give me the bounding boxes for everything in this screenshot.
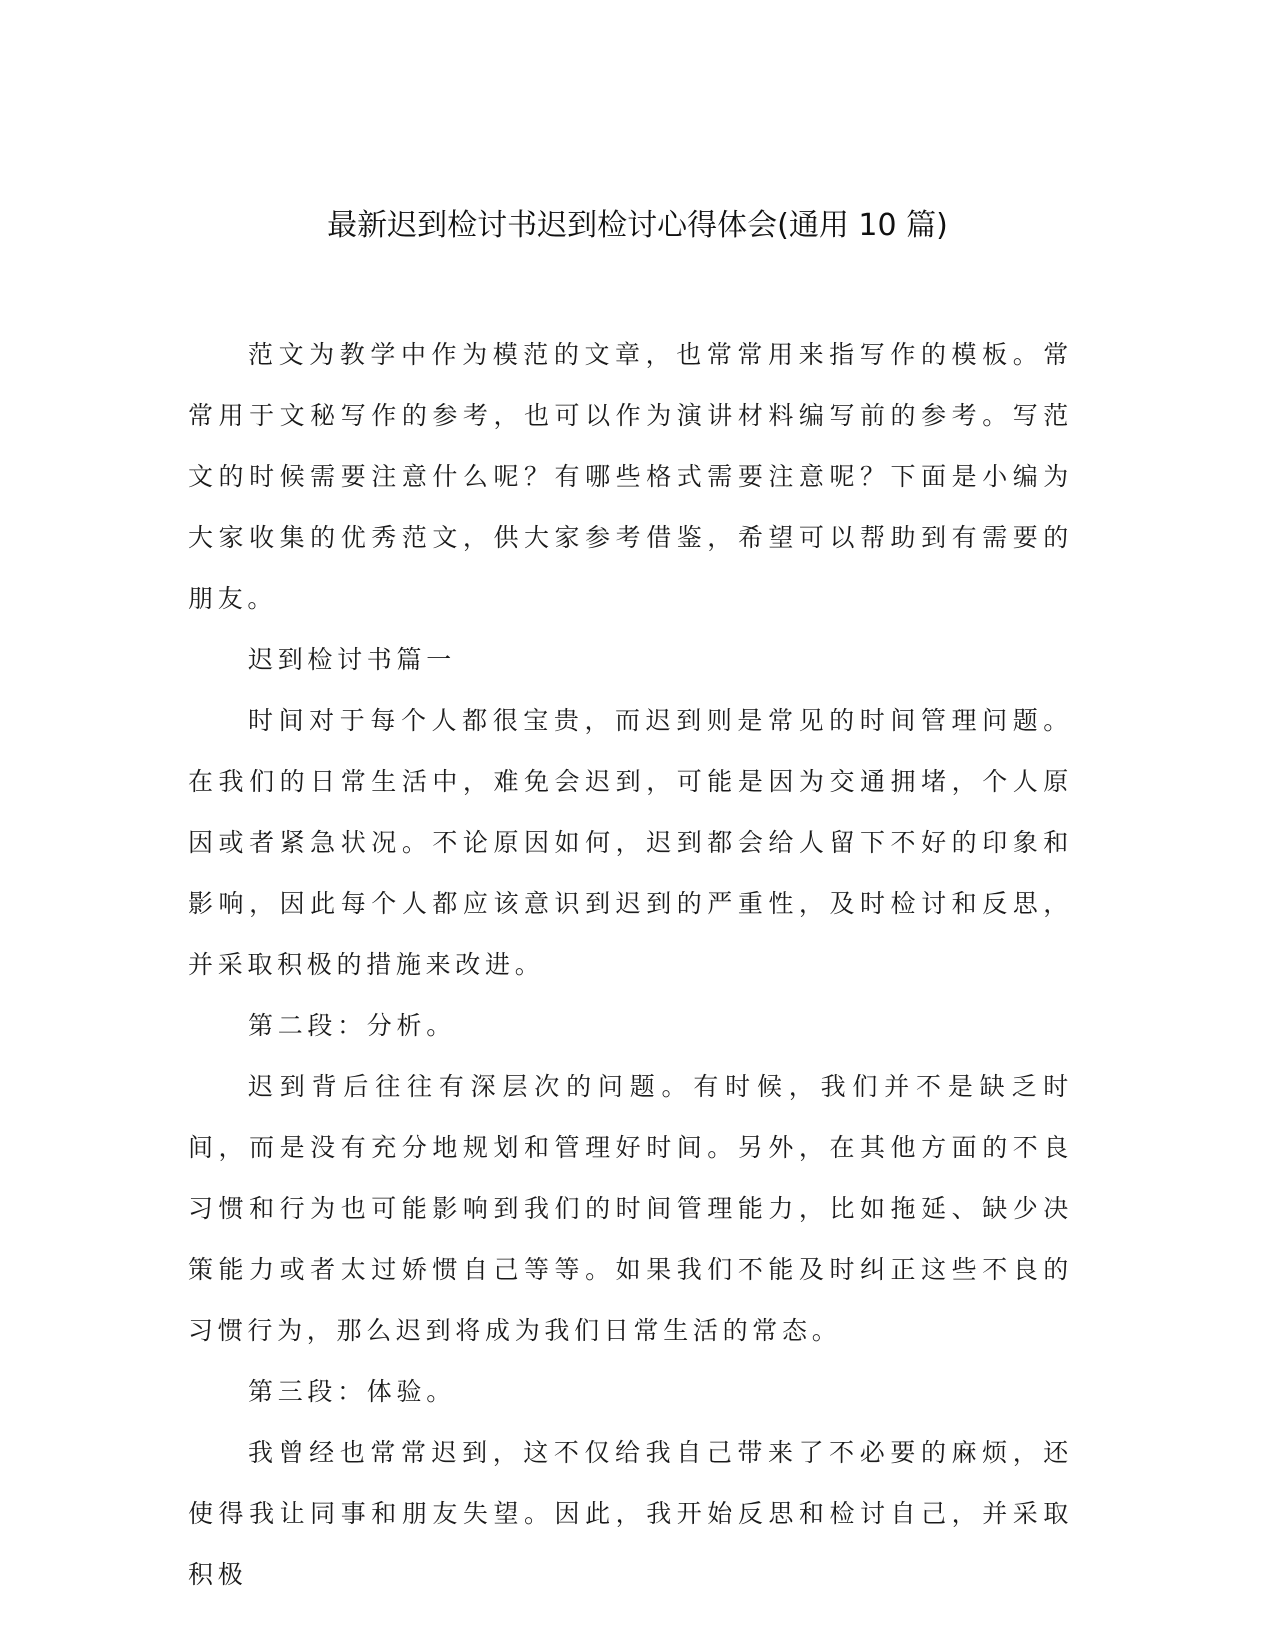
body-paragraph: 我曾经也常常迟到，这不仅给我自己带来了不必要的麻烦，还使得我让同事和朋友失望。因此，我开始反思和检讨自己，并采取积极 [188, 1438, 1073, 1589]
body-paragraph: 时间对于每个人都很宝贵，而迟到则是常见的时间管理问题。在我们的日常生活中，难免会迟到，可能是因为交通拥堵，个人原因或者紧急状况。不论原因如何，迟到都会给人留下不好的印象和影响，因此每个人都应该意识到迟到的严重性，及时检讨和反思，并采取积极的措施来改进。 [188, 706, 1073, 979]
section-heading-experience: 第三段：体验。 [248, 1377, 456, 1406]
body-paragraph: 迟到背后往往有深层次的问题。有时候，我们并不是缺乏时间，而是没有充分地规划和管理好时间。另外，在其他方面的不良习惯和行为也可能影响到我们的时间管理能力，比如拖延、缺少决策能力或者太过娇惯自己等等。如果我们不能及时纠正这些不良的习惯行为，那么迟到将成为我们日常生活的常态。 [188, 1072, 1073, 1345]
document-body [188, 324, 1073, 1605]
document-title: 最新迟到检讨书迟到检讨心得体会(通用 10 篇) [327, 208, 948, 243]
intro-paragraph: 范文为教学中作为模范的文章，也常常用来指写作的模板。常常用于文秘写作的参考，也可以作为演讲材料编写前的参考。写范文的时候需要注意什么呢？有哪些格式需要注意呢？下面是小编为大家收集的优秀范文，供大家参考借鉴，希望可以帮助到有需要的朋友。 [188, 340, 1073, 613]
section-heading-part-one: 迟到检讨书篇一 [248, 645, 456, 674]
section-heading-analysis: 第二段：分析。 [248, 1011, 456, 1040]
